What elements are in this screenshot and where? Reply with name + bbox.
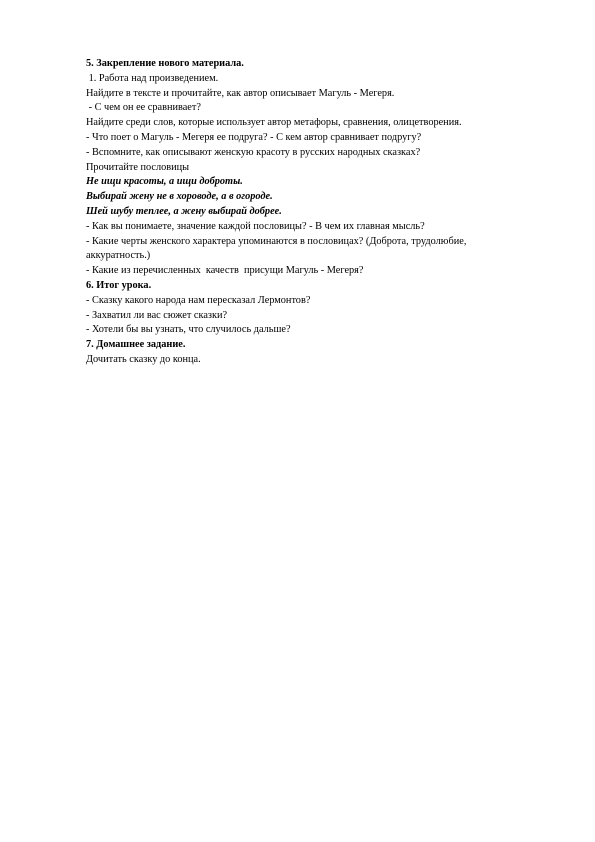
question-friend: - Что поет о Магуль - Мегеря ее подруга? - С кем автор сравнивает подругу? xyxy=(86,131,422,143)
proverb-3: Шей шубу теплее, а жену выбирай добрее. xyxy=(86,205,282,217)
proverb-2: Выбирай жену не в хороводе, а в огороде. xyxy=(86,191,273,203)
section-heading-6: 6. Итог урока. xyxy=(86,279,152,291)
question-next: - Хотели бы вы узнать, что случилось дальше? xyxy=(86,324,291,336)
proverb-1: Не ищи красоты, а ищи доброты. xyxy=(86,176,243,188)
section-heading-5: 5. Закрепление нового материала. xyxy=(86,58,244,69)
section-heading-7: 7. Домашнее задание. xyxy=(86,339,186,351)
question-compare: - С чем он ее сравнивает? xyxy=(86,102,201,114)
homework-text: Дочитать сказку до конца. xyxy=(86,353,201,365)
task-find-description: Найдите в тексте и прочитайте, как автор описывает Магуль - Мегеря. xyxy=(86,87,395,99)
document-body xyxy=(86,57,531,368)
question-people: - Сказку какого народа нам пересказал Лермонтов? xyxy=(86,294,311,306)
read-proverbs-instruction: Прочитайте пословицы xyxy=(86,161,190,173)
subsection-heading-1: 1. Работа над произведением. xyxy=(86,72,219,84)
question-beauty: - Вспомните, как описывают женскую красоту в русских народных сказках? xyxy=(86,146,421,158)
question-qualities: - Какие из перечисленных качеств присущи Магуль - Мегеря? xyxy=(86,265,364,277)
question-traits: - Какие черты женского характера упоминаются в пословицах? (Доброта, трудолюбие, аккуратность.) xyxy=(86,235,467,262)
question-meaning: - Как вы понимаете, значение каждой пословицы? - В чем их главная мысль? xyxy=(86,220,425,232)
question-plot: - Захватил ли вас сюжет сказки? xyxy=(86,309,228,321)
task-find-words: Найдите среди слов, которые использует автор метафоры, сравнения, олицетворения. xyxy=(86,117,462,129)
